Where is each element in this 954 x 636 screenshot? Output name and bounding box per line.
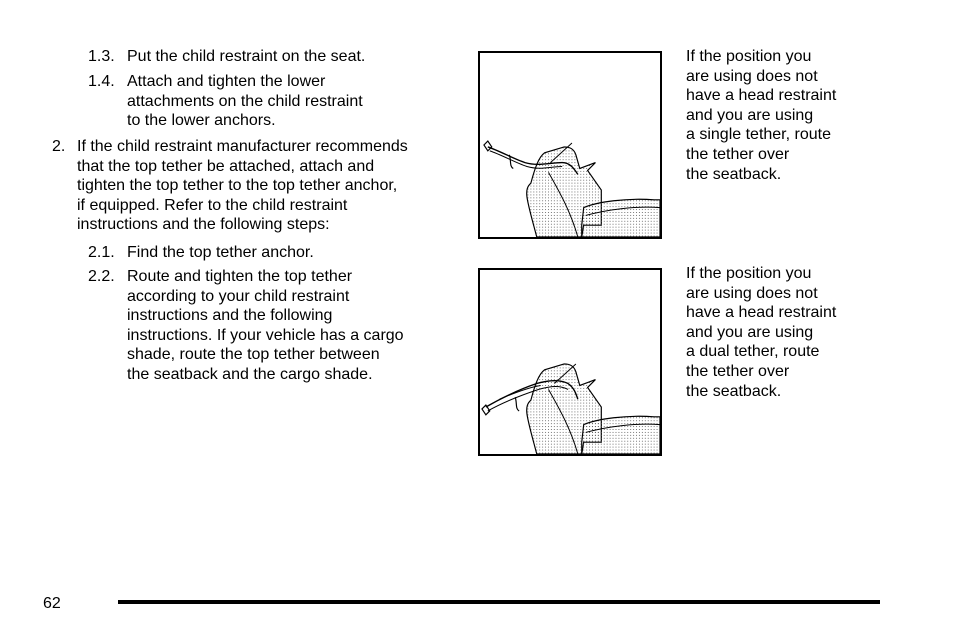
caption-line: have a head restraint — [686, 87, 837, 105]
text-line: Route and tighten the top tether — [127, 268, 353, 285]
step-number: 2.2. — [88, 268, 115, 285]
text-line: to the lower anchors. — [127, 112, 276, 130]
dual-tether-illustration — [478, 268, 662, 456]
dual-tether-caption — [686, 264, 836, 401]
text-line: tighten the top tether to the top tether anchor, — [77, 177, 398, 195]
text-line: the seatback and the cargo shade. — [127, 365, 373, 383]
text-line: Put the child restraint on the seat. — [127, 48, 366, 65]
caption-line: a dual tether, route — [686, 343, 820, 361]
page-number: 62 — [43, 595, 61, 612]
single-tether-illustration — [478, 51, 662, 239]
step-number: 2.1. — [88, 244, 115, 261]
text-line: according to your child restraint — [127, 287, 350, 305]
caption-line: If the position you — [686, 265, 812, 282]
text-line: instructions. If your vehicle has a cargo — [127, 326, 404, 344]
text-line: Find the top tether anchor. — [127, 244, 314, 261]
caption-line: the seatback. — [686, 165, 782, 183]
caption-line: and you are using — [686, 106, 814, 124]
text-line: instructions and the following — [127, 307, 333, 325]
caption-line: the tether over — [686, 362, 790, 380]
text-line: shade, route the top tether between — [127, 346, 380, 364]
caption-line: are using does not — [686, 67, 818, 85]
caption-line: If the position you — [686, 48, 812, 65]
text-line: that the top tether be attached, attach and — [77, 157, 375, 175]
caption-line: a single tether, route — [686, 126, 831, 144]
text-line: If the child restraint manufacturer recommends — [77, 138, 408, 155]
step-number: 2. — [52, 138, 66, 155]
step-2-text — [77, 137, 408, 235]
step-1-4-text — [127, 72, 363, 131]
single-tether-caption — [686, 47, 836, 184]
step-1-3-text — [127, 47, 365, 67]
text-line: if equipped. Refer to the child restraint — [77, 196, 348, 214]
caption-line: the seatback. — [686, 382, 782, 400]
step-number: 1.4. — [88, 73, 115, 90]
step-2-2-text — [127, 267, 404, 385]
text-line: instructions and the following steps: — [77, 216, 330, 234]
text-line: attachments on the child restraint — [127, 92, 363, 110]
footer-rule — [118, 600, 880, 604]
caption-line: the tether over — [686, 145, 790, 163]
caption-line: and you are using — [686, 323, 814, 341]
caption-line: have a head restraint — [686, 304, 837, 322]
step-2-1-text — [127, 243, 314, 263]
text-line: Attach and tighten the lower — [127, 73, 326, 90]
step-number: 1.3. — [88, 48, 115, 65]
caption-line: are using does not — [686, 284, 818, 302]
